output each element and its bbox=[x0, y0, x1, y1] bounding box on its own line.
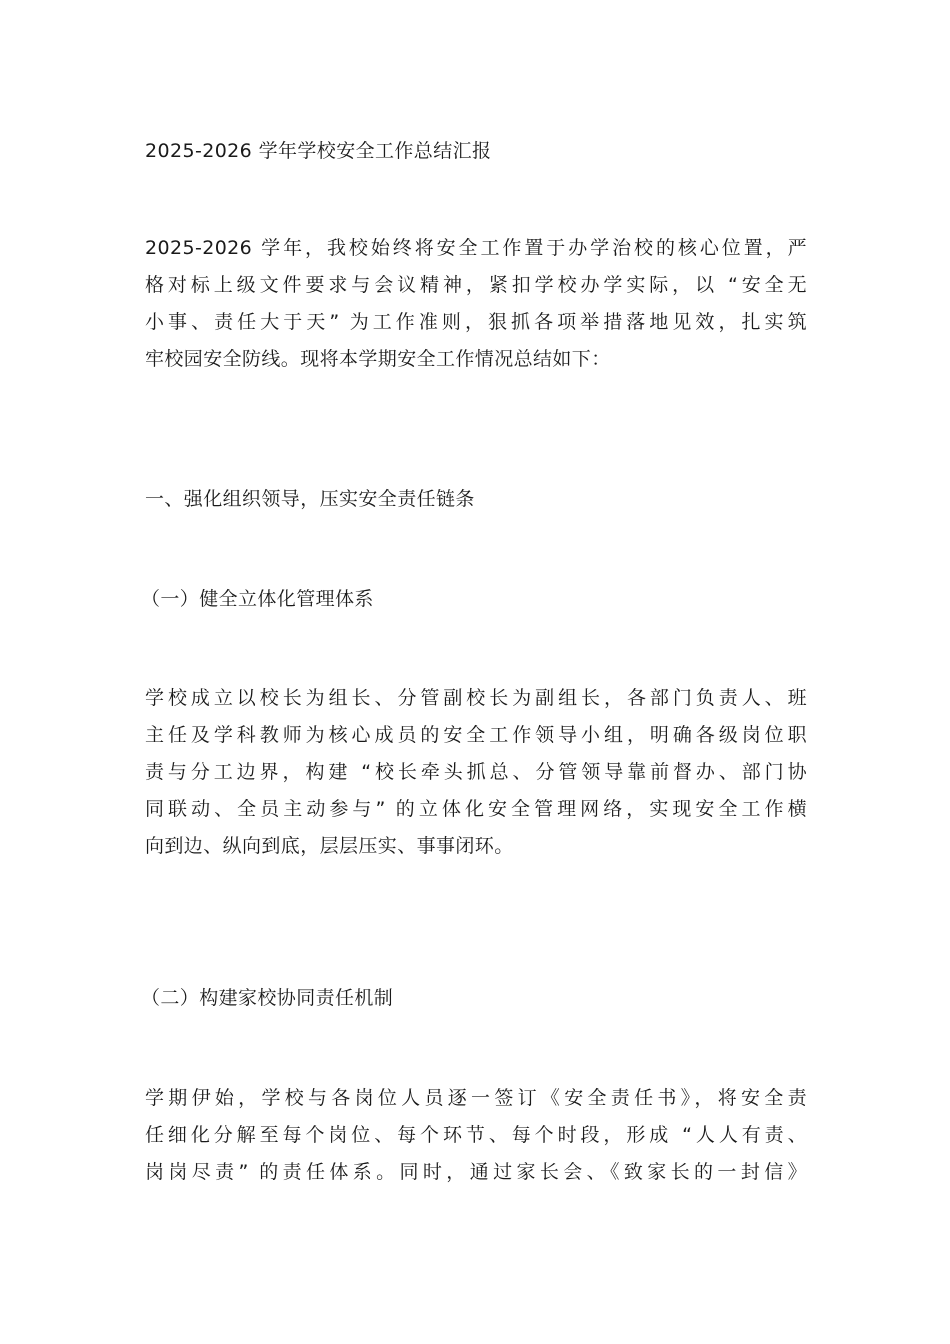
paragraph-line: 同联动、全员主动参与” 的立体化安全管理网络，实现安全工作横 bbox=[145, 798, 807, 820]
paragraph-line: 格对标上级文件要求与会议精神，紧扣学校办学实际，以 “安全无 bbox=[145, 274, 807, 296]
subsection2-paragraph bbox=[145, 1080, 807, 1191]
paragraph-line: 岗岗尽责” 的责任体系。同时，通过家长会、《致家长的一封信》 bbox=[145, 1161, 807, 1183]
paragraph-line: 向到边、纵向到底，层层压实、事事闭环。 bbox=[145, 835, 514, 857]
paragraph-line: 主任及学科教师为核心成员的安全工作领导小组，明确各级岗位职 bbox=[145, 724, 807, 746]
paragraph-line: 任细化分解至每个岗位、每个环节、每个时段，形成 “人人有责、 bbox=[145, 1124, 807, 1146]
paragraph-line: 学校成立以校长为组长、分管副校长为副组长，各部门负责人、班 bbox=[145, 687, 807, 709]
intro-paragraph bbox=[145, 230, 807, 378]
document-title: 2025-2026 学年学校安全工作总结汇报 bbox=[145, 140, 492, 162]
paragraph-line: 小事、责任大于天” 为工作准则，狠抓各项举措落地见效，扎实筑 bbox=[145, 311, 807, 333]
subsection-heading: （一）健全立体化管理体系 bbox=[141, 588, 374, 610]
paragraph-line: 2025-2026 学年，我校始终将安全工作置于办学治校的核心位置，严 bbox=[145, 237, 807, 259]
paragraph-line: 责与分工边界，构建 “校长牵头抓总、分管领导靠前督办、部门协 bbox=[145, 761, 807, 783]
subsection1-paragraph bbox=[145, 680, 807, 865]
section-heading: 一、强化组织领导，压实安全责任链条 bbox=[145, 488, 475, 510]
subsection-heading: （二）构建家校协同责任机制 bbox=[141, 987, 394, 1009]
paragraph-line: 学期伊始，学校与各岗位人员逐一签订《安全责任书》，将安全责 bbox=[145, 1087, 807, 1109]
paragraph-line: 牢校园安全防线。现将本学期安全工作情况总结如下： bbox=[145, 348, 611, 370]
